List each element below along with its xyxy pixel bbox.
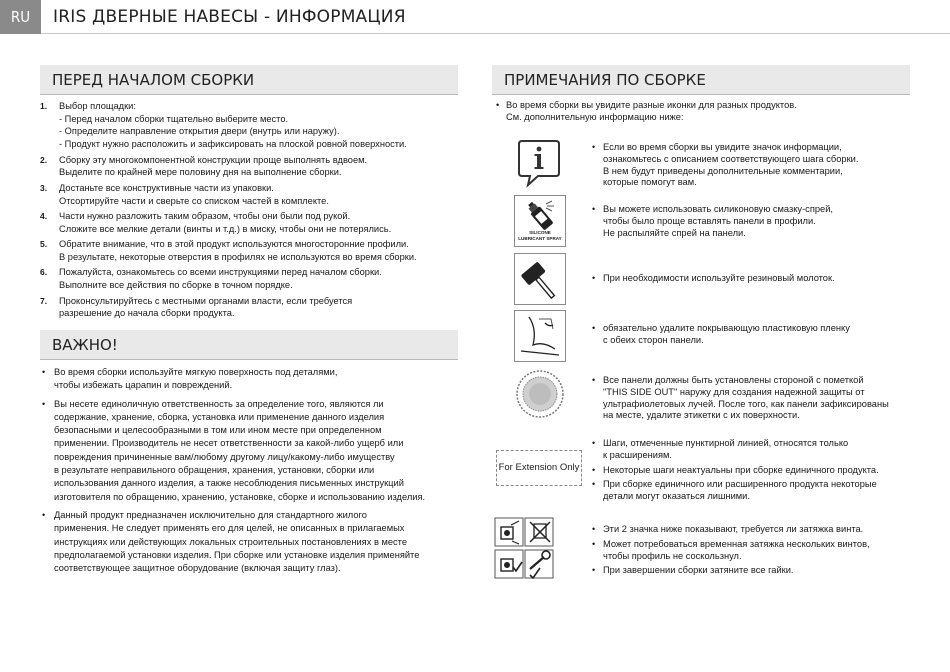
important-text-line: использования данного изделия, а также несоблюдения письменных инструкций xyxy=(54,478,404,489)
item-number: 2. xyxy=(40,154,48,165)
item-text-line: - Перед началом сборки тщательно выберите место. xyxy=(59,113,289,124)
item-number: 3. xyxy=(40,182,48,193)
item-text-line: Выбор площадки: xyxy=(59,101,136,111)
item-text-line: Выполните все действия по сборке в точном порядке. xyxy=(59,280,293,291)
note-info-line: Если во время сборки вы увидите значок информации, xyxy=(603,142,842,152)
before-assembly-item xyxy=(40,295,460,320)
important-item xyxy=(40,398,460,504)
note-ext-line: Шаги, отмеченные пунктирной линией, относятся только xyxy=(603,438,849,448)
item-text-line: - Продукт нужно расположить и зафиксировать на плоской ровной поверхности. xyxy=(59,139,407,150)
note-film: • обязательно удалите покрывающую пластиковую пленку с обеих сторон панели. xyxy=(590,323,910,350)
bullet: • xyxy=(42,367,46,377)
item-text-line: Отсортируйте части и сверьте со списком частей в комплекте. xyxy=(59,195,329,206)
before-assembly-list xyxy=(40,100,460,323)
info-icon xyxy=(516,137,562,194)
item-number: 7. xyxy=(40,295,48,306)
section-important-title: ВАЖНО! xyxy=(40,330,458,360)
note-side-line: "THIS SIDE OUT" наружу для создания надежной защиты от xyxy=(603,386,865,397)
important-list xyxy=(40,366,460,580)
note-spray-line: Не распыляйте спрей на панели. xyxy=(603,227,746,238)
item-text-line: разрешение до начала сборки продукта. xyxy=(59,308,235,319)
note-side-line: Все панели должны быть установлены стороной с пометкой xyxy=(603,375,864,385)
important-text-line: применении. Производитель не несет ответственности за какой-либо ущерб или xyxy=(54,438,404,449)
item-text-line: Пожалуйста, ознакомьтесь со всеми инструкциями перед началом сборки. xyxy=(59,267,382,278)
note-info-line: В нем будут приведены дополнительные комментарии, xyxy=(603,165,843,176)
item-text-line: Части нужно разложить таким образом, чтобы они были под рукой. xyxy=(59,211,351,222)
note-ext-line: Некоторые шаги неактуальны при сборке единичного продукта. xyxy=(603,464,879,475)
item-text-line: - Определите направление открытия двери (внутрь или наружу). xyxy=(59,126,340,137)
note-info-line: которые помогут вам. xyxy=(603,177,697,188)
note-side-line: на месте, удалите этикетки с их поверхности. xyxy=(603,410,800,421)
important-text-line: содержание, хранение, сборка, установка или применение данного изделия xyxy=(54,411,385,422)
note-film-line: обязательно удалите покрывающую пластиковую пленку xyxy=(603,323,850,333)
important-text-line: инструкциях или действующих локальных строительных постановлениях в месте xyxy=(54,536,407,547)
for-extension-only-label: For Extension Only xyxy=(496,450,582,486)
item-number: 6. xyxy=(40,267,48,278)
notes-intro-line: См. дополнительную информацию ниже: xyxy=(506,112,684,122)
note-screws: • Эти 2 значка ниже показывают, требуется ли затяжка винта. • Может потребоваться временная затяжка нескольких винтов, чтобы профиль не соскользнул. • При завершении сборки затяните все гайки. xyxy=(590,524,910,580)
note-hammer-line: При необходимости используйте резиновый молоток. xyxy=(603,273,835,283)
note-spray-line: Вы можете использовать силиконовую смазку-спрей, xyxy=(603,204,833,214)
section-before-assembly-title: ПЕРЕД НАЧАЛОМ СБОРКИ xyxy=(40,65,458,95)
before-assembly-item xyxy=(40,238,460,263)
important-text-line: безопасными и целесообразными в том или ином месте при определенном xyxy=(54,425,382,436)
notes-intro-line: Во время сборки вы увидите разные иконки для разных продуктов. xyxy=(506,100,797,110)
item-number: 4. xyxy=(40,211,48,222)
item-number: 1. xyxy=(40,101,48,111)
important-text-line: применения. Не следует применять его для целей, не описанных в прилагаемых xyxy=(54,523,405,534)
note-screw-line: При завершении сборки затяните все гайки. xyxy=(603,565,794,576)
important-text-line: повреждения причиненные вам/любому другому лицу/какому-либо имуществу xyxy=(54,451,395,462)
note-film-line: с обеих сторон панели. xyxy=(603,334,704,345)
before-assembly-item xyxy=(40,100,460,151)
note-info: • Если во время сборки вы увидите значок информации, ознакомьтесь с описанием соответствующего шага сборки. В нем будут приведены дополнительные комментарии, которые помогут вам. xyxy=(590,142,910,192)
language-badge: RU xyxy=(0,0,41,34)
note-screw-line: Может потребоваться временная затяжка нескольких винтов, xyxy=(603,538,870,549)
important-text-line: Во время сборки используйте мягкую поверхность под деталями, xyxy=(54,367,338,377)
important-item xyxy=(40,366,460,393)
important-text-line: соответствующее защитное оборудование (включая защиту глаз). xyxy=(54,563,341,574)
before-assembly-item xyxy=(40,182,460,207)
top-bar xyxy=(0,0,950,34)
header-divider xyxy=(41,33,950,34)
bullet: • xyxy=(42,398,46,409)
important-text-line: предполагаемой установки изделия. При сборке или установке изделия применяйте xyxy=(54,549,420,560)
note-ext-line: При сборке единичного или расширенного продукта некоторые xyxy=(603,479,877,490)
note-ext-line: к расширениям. xyxy=(603,449,672,460)
item-text-line: Обратите внимание, что в этой продукт используются многосторонние профили. xyxy=(59,239,409,250)
item-text-line: Проконсультируйтесь с местными органами власти, если требуется xyxy=(59,295,353,306)
important-text-line: чтобы избежать царапин и повреждений. xyxy=(54,380,233,391)
note-ext-line: детали могут оказаться лишними. xyxy=(603,491,750,502)
note-side-out: • Все панели должны быть установлены стороной с пометкой "THIS SIDE OUT" наружу для создания надежной защиты от ультрафиолетовых лучей. После того, как панели зафиксированы на месте, удалите этикетки с их поверхности. xyxy=(590,375,910,425)
item-text-line: Сложите все мелкие детали (винты и т.д.) в миску, чтобы они не потерялись. xyxy=(59,223,392,234)
important-text-line: Данный продукт предназначен исключительно для стандартного жилого xyxy=(54,509,367,520)
before-assembly-item xyxy=(40,266,460,291)
note-spray-line: чтобы было проще вставлять панели в профили. xyxy=(603,215,816,226)
note-side-line: ультрафиолетовых лучей. После того, как панели зафиксированы xyxy=(603,398,889,409)
before-assembly-item xyxy=(40,154,460,179)
this-side-out-badge-icon xyxy=(515,369,565,424)
screw-tighten-icon xyxy=(494,517,554,584)
protective-film-icon xyxy=(514,310,566,362)
note-screw-line: чтобы профиль не соскользнул. xyxy=(603,550,742,561)
item-text-line: Достаньте все конструктивные части из упаковки. xyxy=(59,182,274,193)
section-notes-title: ПРИМЕЧАНИЯ ПО СБОРКЕ xyxy=(492,65,910,95)
note-hammer: • При необходимости используйте резиновый молоток. xyxy=(590,273,910,288)
note-info-line: ознакомьтесь с описанием соответствующего шага сборки. xyxy=(603,153,859,164)
notes-intro: • Во время сборки вы увидите разные иконки для разных продуктов. См. дополнительную информацию ниже: xyxy=(494,99,914,123)
important-text-line: Вы несете единоличную ответственность за определение того, являются ли xyxy=(54,398,384,409)
note-spray: • Вы можете использовать силиконовую смазку-спрей, чтобы было проще вставлять панели в профили. Не распыляйте спрей на панели. xyxy=(590,204,910,242)
important-text-line: в результате неправильного обращения, хранения, установки, сборки или xyxy=(54,465,375,476)
item-text-line: Выделите по крайней мере половину дня на выполнение сборки. xyxy=(59,167,342,178)
item-text-line: В результате, некоторые отверстия в профилях не используются во время сборки. xyxy=(59,251,417,262)
silicone-spray-icon xyxy=(514,195,566,247)
note-screw-line: Эти 2 значка ниже показывают, требуется ли затяжка винта. xyxy=(603,524,864,534)
bullet: • xyxy=(42,509,46,520)
item-text-line: Сборку эту многокомпонентной конструкции проще выполнять вдвоем. xyxy=(59,154,368,165)
spray-label: SILICONE LUBRICANT SPRAY xyxy=(518,230,562,241)
rubber-mallet-icon xyxy=(514,253,566,305)
item-number: 5. xyxy=(40,239,48,250)
before-assembly-item xyxy=(40,210,460,235)
important-text-line: изготовителя по обращению, хранению, установке, сборке и использованию изделия. xyxy=(54,491,426,502)
document-title: IRIS ДВЕРНЫЕ НАВЕСЫ - ИНФОРМАЦИЯ xyxy=(53,7,406,27)
note-extension: • Шаги, отмеченные пунктирной линией, относятся только к расширениям. • Некоторые шаги неактуальны при сборке единичного продукта. • При сборке единичного или расширенного продукта некоторые детали могут оказаться лишними. xyxy=(590,438,910,506)
important-item xyxy=(40,509,460,575)
